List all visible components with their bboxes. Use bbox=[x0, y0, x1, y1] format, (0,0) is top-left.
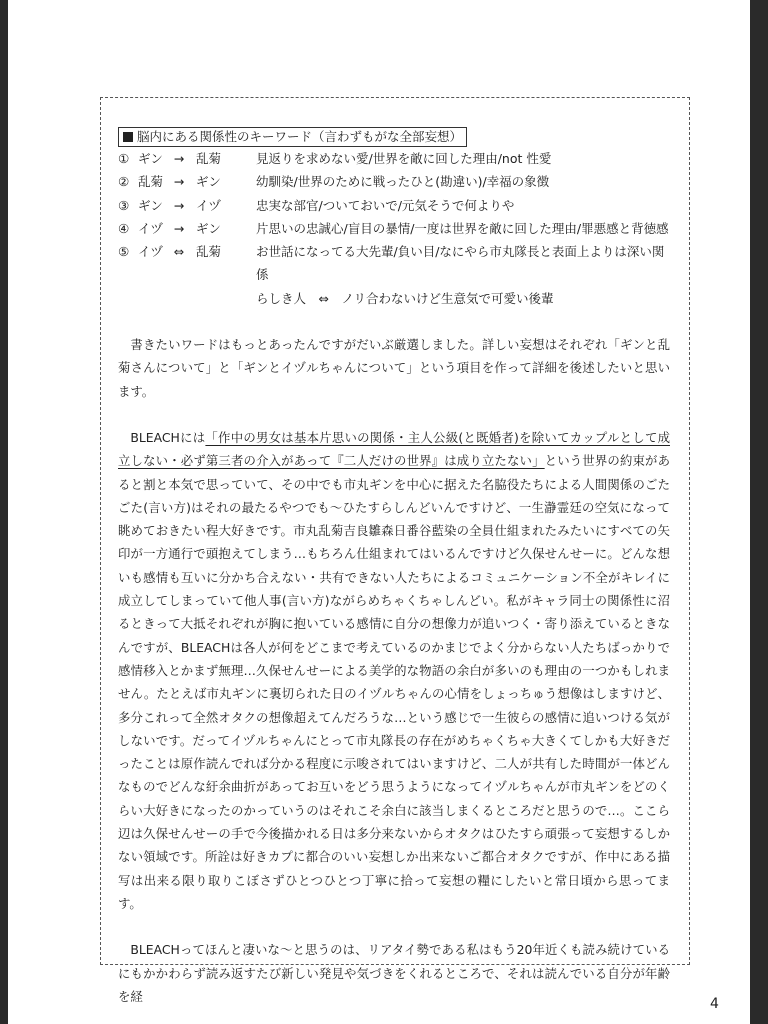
keyword-to: 乱菊 bbox=[196, 244, 222, 260]
keyword-description: 片思いの忠誠心/盲目の暴情/一度は世界を敵に回した理由/罪悪感と背徳感 bbox=[256, 220, 669, 236]
keyword-to: ギン bbox=[196, 220, 221, 236]
keyword-arrow: → bbox=[173, 197, 185, 213]
keyword-arrow: → bbox=[173, 220, 185, 236]
keyword-arrow: → bbox=[173, 151, 185, 166]
keyword-row bbox=[118, 240, 670, 287]
paragraph-lead: BLEACHには bbox=[130, 429, 206, 445]
keyword-from: イヅ bbox=[138, 244, 164, 260]
keyword-number: ⑤ bbox=[118, 244, 130, 260]
frame-content bbox=[118, 126, 670, 1008]
keyword-arrow: ⇔ bbox=[173, 244, 185, 260]
keyword-number: ② bbox=[118, 174, 130, 190]
paragraph-rereading: BLEACHってほんと凄いな〜と思うのは、リアタイ勢である私はもう20年近くも読み続けているにもかかわらず読み返すたび新しい発見や気づきをくれるところで、それは読んでいる自分が年齢を経 bbox=[118, 942, 670, 1004]
keyword-continuation: らしき人 ⇔ ノリ合わないけど生意気で可愛い後輩 bbox=[256, 290, 554, 306]
keyword-to: ギン bbox=[196, 174, 221, 190]
keyword-description: お世話になってる大先輩/負い目/なにやら市丸隊長と表面上よりは深い関係 bbox=[256, 244, 665, 283]
keyword-from: イヅ bbox=[138, 220, 164, 236]
black-square-icon bbox=[123, 132, 133, 142]
keyword-arrow: → bbox=[173, 174, 185, 190]
document-page bbox=[8, 0, 750, 1024]
keyword-from: 乱菊 bbox=[138, 174, 164, 190]
keyword-number: ① bbox=[118, 151, 130, 166]
keyword-description: 見返りを求めない愛/世界を敵に回した理由/not 性愛 bbox=[256, 151, 552, 166]
keywords-heading bbox=[118, 127, 467, 147]
keyword-number: ④ bbox=[118, 220, 130, 236]
keyword-list bbox=[118, 147, 670, 310]
keyword-description: 忠実な部官/ついておいで/元気そうで何よりや bbox=[256, 197, 515, 213]
underlined-world-rule: 「作中の男女は基本片思いの関係・主人公級(と既婚者)を除いてカップルとして成立しない・必ず第三者の介入があって『二人だけの世界』は成り立たない」 bbox=[118, 429, 670, 469]
keyword-from: ギン bbox=[138, 197, 163, 213]
keyword-row bbox=[118, 147, 670, 170]
paragraph-word-selection: 書きたいワードはもっとあったんですがだいぶ厳選しました。詳しい妄想はそれぞれ「ギンと乱菊さんについて」と「ギンとイヅルちゃんについて」という項目を作って詳細を後述したいと思います。 bbox=[118, 337, 670, 399]
page-number: 4 bbox=[710, 996, 719, 1012]
keyword-number: ③ bbox=[118, 197, 130, 213]
paragraph-bleach-relationships bbox=[118, 426, 670, 915]
keyword-from: ギン bbox=[138, 151, 163, 166]
keyword-description: 幼馴染/世界のために戦ったひと(勘違い)/幸福の象徴 bbox=[256, 174, 550, 190]
keyword-to: イヅ bbox=[196, 197, 222, 213]
text-frame bbox=[100, 97, 690, 1004]
keywords-heading-text: 脳内にある関係性のキーワード（言わずもがな全部妄想） bbox=[137, 129, 463, 144]
keyword-row bbox=[118, 194, 670, 217]
keyword-row bbox=[118, 217, 670, 240]
paragraph-body: という世界の約束があると割と本気で思っていて、その中でも市丸ギンを中心に据えた名脇役たちによる人間関係のごたごた(言い方)はそれの最たるやつでも〜ひたすらしんどいんですけど、一生瀞霊廷の空気になって眺めておきたい程大好きです。市丸乱菊吉良雛森日番谷藍染の全員仕組まれたみたいにすべての矢印が一方通行で頭抱えてしまう…もちろん仕組まれてはいるんですけど久保せんせーに。どんな想いも感情も互いに分かち合えない・共有できない人たちによるコミュニケーション不全がキレイに成立してしまっていて他人事(言い方)ながらめちゃくちゃしんどい。私がキャラ同士の関係性に沼るときって大抵それぞれが胸に抱いている感情に自分の想像力が追いつく・寄り添えているときなんですが、BLEACHは各人が何をどこまで考えているのかまじでよく分からない人たちばっかりで感情移入とかまず無理…久保せんせーによる美学的な物語の余白が多いのも理由の一つかもしれません。たとえば市丸ギンに裏切られた日のイヅルちゃんの心情をしょっちゅう想像はしますけど、多分これって全然オタクの想像超えてんだろうな…という感じで一生彼らの感情に追いつける気がしないです。だってイヅルちゃんにとって市丸隊長の存在がめちゃくちゃ大きくてしかも大好きだったことは原作読んでれば分かる程度に示唆されてはいますけど、二人が共有した時間が一体どんなものでどんな紆余曲折があってお互いをどう思うようになってイヅルちゃんが市丸ギンをどのくらい大好きになったのかっていうのはそれこそ余白に該当しまくるところだと思うので…。ここら辺は久保せんせーの手で今後描かれる日は多分来ないからオタクはひたすら頑張って妄想するしかない領域です。所詮は好きカプに都合のいい妄想しか出来ないご都合オタクですが、作中にある描写は出来る限り取りこぼさずひとつひとつ丁寧に拾って妄想の糧にしたいと常日頃から思ってます。 bbox=[118, 453, 670, 911]
keyword-to: 乱菊 bbox=[196, 151, 222, 166]
keyword-row bbox=[118, 170, 670, 193]
